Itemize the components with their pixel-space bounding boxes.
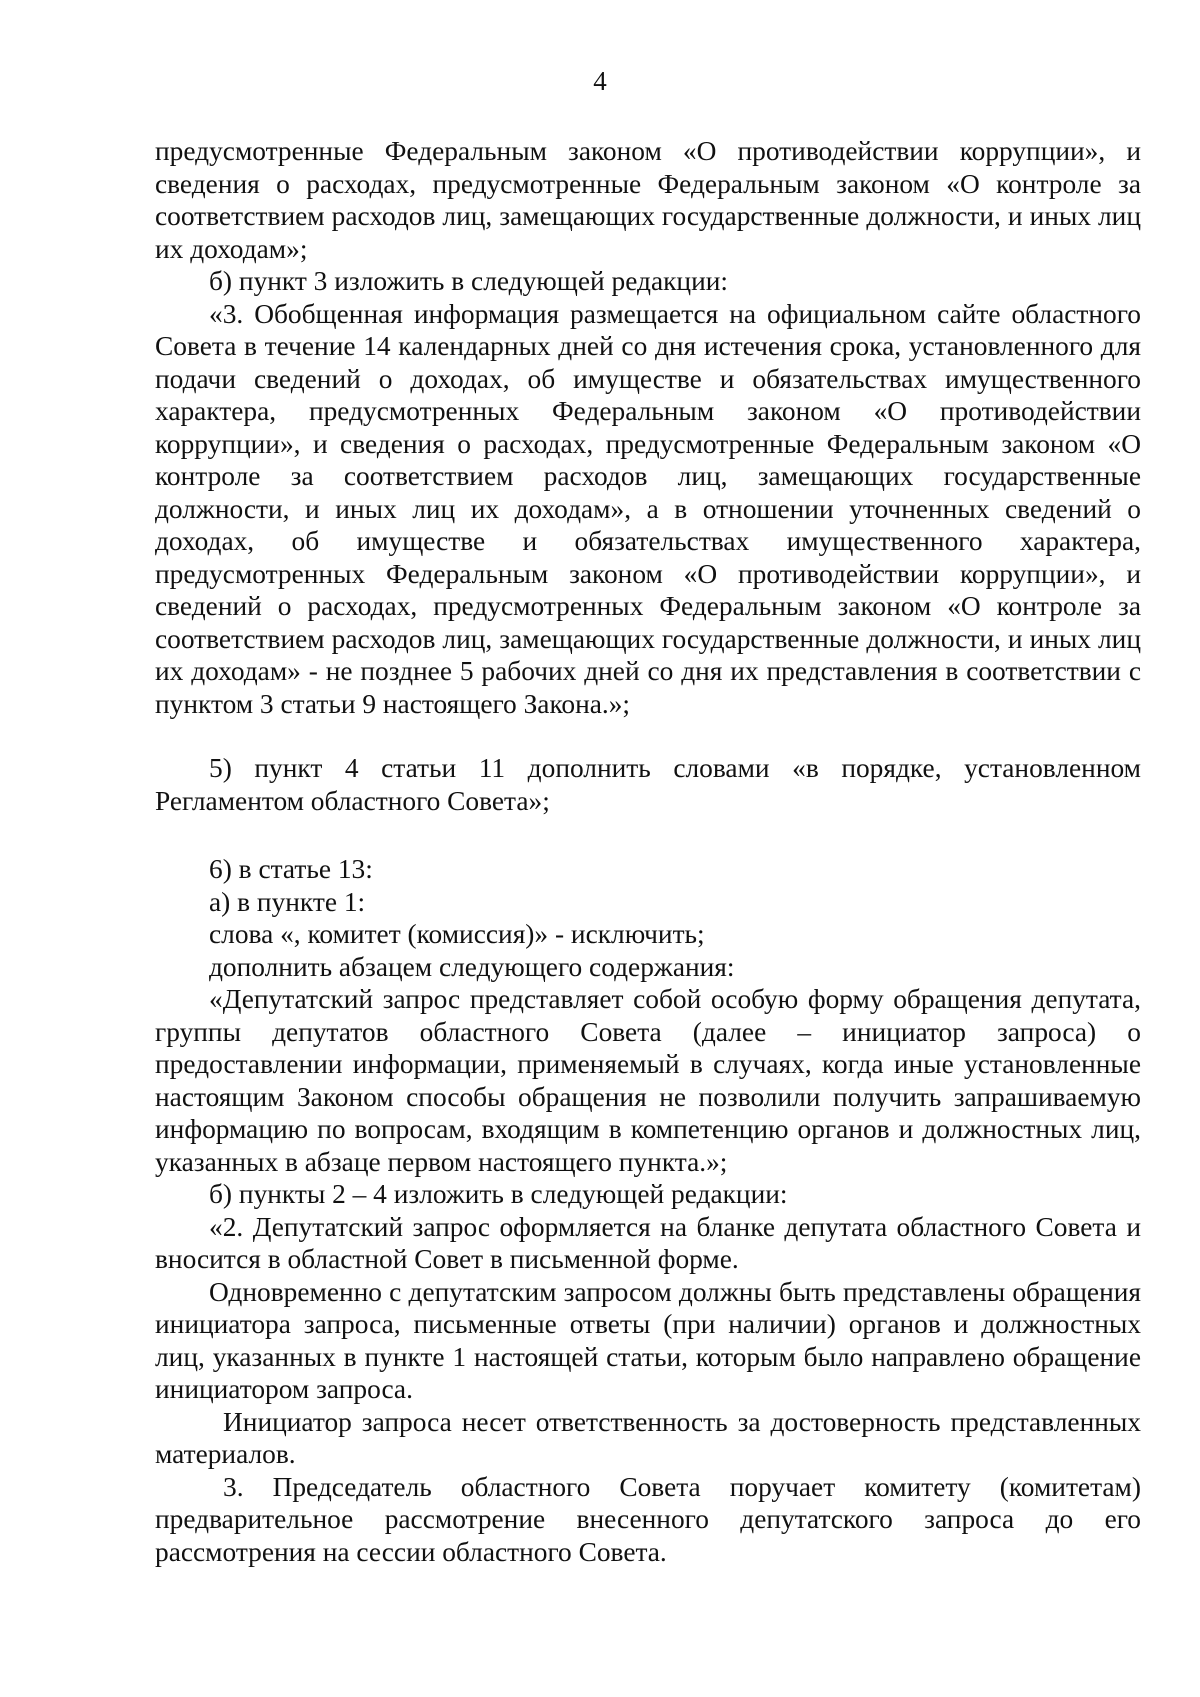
- page-number: 4: [593, 66, 607, 96]
- paragraph-quoted-deputy-request: «Депутатский запрос представляет собой особую форму обращения депутата, группы депутатов областного Совета (далее – инициатор запроса) о предоставлении информации, применяемый в случаях, когда иные установленные настоящим Законом способы обращения не позволили получить запрашиваемую информацию по вопросам, входящим в компетенцию органов и должностных лиц, указанных в абзаце первом настоящего пункта.»;: [155, 984, 1141, 1177]
- document-body: [155, 135, 1141, 1568]
- paragraph-simultaneously: Одновременно с депутатским запросом должны быть представлены обращения инициатора запроса, письменные ответы (при наличии) органов и должностных лиц, указанных в пункте 1 настоящей статьи, которым было направлено обращение инициатором запроса.: [155, 1276, 1141, 1404]
- paragraph-item-b-point-3: б) пункт 3 изложить в следующей редакции:: [209, 266, 729, 296]
- paragraph-item-6: 6) в статье 13:: [209, 854, 373, 884]
- paragraph-item-5: 5) пункт 4 статьи 11 дополнить словами «в порядке, установленном Регламентом областного Совета»;: [155, 753, 1141, 816]
- paragraph-point-3: 3. Председатель областного Совета поручает комитету (комитетам) предварительное рассмотрение внесенного депутатского запроса до его рассмотрения на сессии областного Совета.: [155, 1471, 1141, 1567]
- paragraph-initiator-responsibility: Инициатор запроса несет ответственность за достоверность представленных материалов.: [155, 1406, 1141, 1469]
- paragraph-add-abzac: дополнить абзацем следующего содержания:: [209, 951, 735, 982]
- paragraph-item-a-point-1: а) в пункте 1:: [209, 886, 366, 917]
- paragraph-quoted-point-2: «2. Депутатский запрос оформляется на бланке депутата областного Совета и вносится в областной Совет в письменной форме.: [155, 1211, 1141, 1274]
- paragraph-quoted-point-3: «3. Обобщенная информация размещается на официальном сайте областного Совета в течение 14 календарных дней со дня истечения срока, установленного для подачи сведений о доходах, об имуществе и обязательствах имущественного характера, предусмотренных Федеральным законом «О противодействии коррупции», и сведения о расходах, предусмотренные Федеральным законом «О контроле за соответствием расходов лиц, замещающих государственные должности, и иных лиц их доходам», а в отношении уточненных сведений о доходах, об имуществе и обязательствах имущественного характера, предусмотренных Федеральным законом «О противодействии коррупции», и сведений о расходах, предусмотренных Федеральным законом «О контроле за соответствием расходов лиц, замещающих государственные должности, и иных лиц их доходам» - не позднее 5 рабочих дней со дня их представления в соответствии с пунктом 3 статьи 9 настоящего Закона.»;: [155, 298, 1141, 719]
- paragraph-words-exclude: слова «, комитет (комиссия)» - исключить;: [209, 919, 705, 949]
- paragraph-continuation: предусмотренные Федеральным законом «О противодействии коррупции», и сведения о расходах, предусмотренные Федеральным законом «О контроле за соответствием расходов лиц, замещающих государственные должности, и иных лиц их доходам»;: [155, 136, 1141, 264]
- paragraph-item-b-points-2-4: б) пункты 2 – 4 изложить в следующей редакции:: [209, 1179, 788, 1209]
